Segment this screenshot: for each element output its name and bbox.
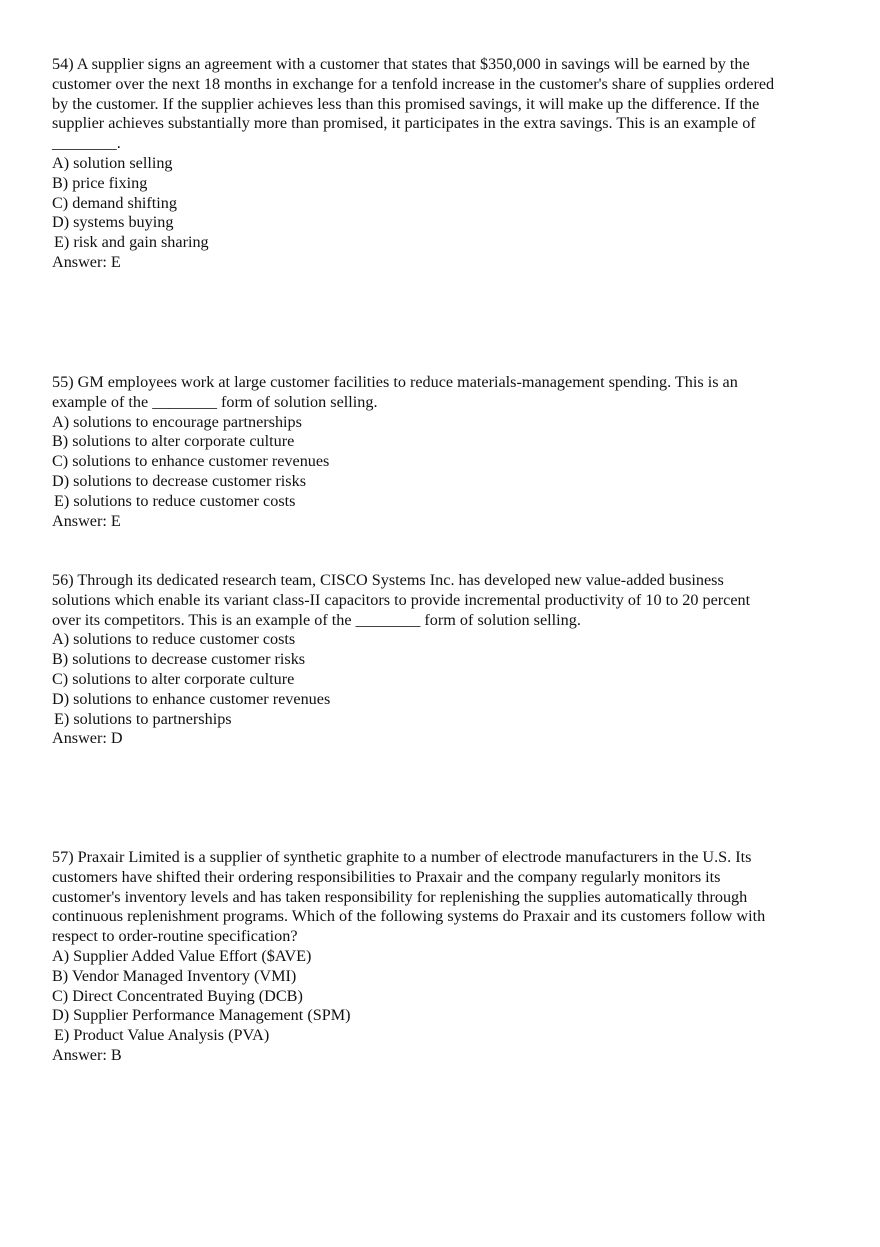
answer-option-b: B) solutions to alter corporate culture [52,432,295,451]
question-stem-line: customer over the next 18 months in exchange for a tenfold increase in the customer's share of supplies ordered [52,74,775,93]
answer-option-c: C) solutions to alter corporate culture [52,669,295,688]
answer-option-e: E) risk and gain sharing [54,233,209,252]
question-stem-line: customers have shifted their ordering responsibilities to Praxair and the company regularly monitors its [52,867,721,886]
answer-option-a: A) solutions to encourage partnerships [52,412,302,431]
question-54 [52,55,832,273]
answer-option-a: A) Supplier Added Value Effort ($AVE) [52,946,312,965]
answer-option-d: D) systems buying [52,213,174,232]
answer-option-d: D) solutions to enhance customer revenues [52,689,331,708]
answer-option-b: B) Vendor Managed Inventory (VMI) [52,966,297,985]
answer-option-e: E) Product Value Analysis (PVA) [54,1026,270,1045]
question-stem-line: by the customer. If the supplier achieves less than this promised savings, it will make up the difference. If the [52,94,760,113]
answer-option-c: C) solutions to enhance customer revenues [52,452,330,471]
question-stem-line: customer's inventory levels and has taken responsibility for replenishing the supplies automatically through [52,887,748,906]
question-stem-line: over its competitors. This is an example of the ________ form of solution selling. [52,610,581,629]
answer-option-e: E) solutions to reduce customer costs [54,491,296,510]
question-stem-line: 56) Through its dedicated research team, CISCO Systems Inc. has developed new value-added business [52,571,724,589]
question-stem-line: example of the ________ form of solution selling. [52,392,378,411]
answer-option-a: A) solution selling [52,153,173,172]
answer-option-c: C) demand shifting [52,193,177,212]
answer-option-c: C) Direct Concentrated Buying (DCB) [52,986,303,1005]
answer-option-d: D) Supplier Performance Management (SPM) [52,1006,351,1025]
answer-option-a: A) solutions to reduce customer costs [52,630,296,649]
question-stem-line: 55) GM employees work at large customer facilities to reduce materials-management spending. This is an [52,373,738,391]
question-stem-line: ________. [52,134,121,153]
question-stem-line: supplier achieves substantially more than promised, it participates in the extra savings. This is an example of [52,114,756,133]
question-stem-line: 54) A supplier signs an agreement with a customer that states that $350,000 in savings will be earned by the [52,55,750,73]
question-stem-line: solutions which enable its variant class-II capacitors to provide incremental productivity of 10 to 20 percent [52,590,751,609]
answer-option-e: E) solutions to partnerships [54,709,232,728]
question-57 [52,848,832,1066]
question-56 [52,571,832,749]
question-stem-line: respect to order-routine specification? [52,927,298,946]
answer-option-b: B) price fixing [52,173,148,192]
answer-option-d: D) solutions to decrease customer risks [52,471,306,490]
answer-key: Answer: E [52,252,121,271]
question-stem-line: continuous replenishment programs. Which of the following systems do Praxair and its customers follow with [52,907,766,926]
answer-key: Answer: B [52,1045,122,1064]
answer-key: Answer: E [52,511,121,530]
question-55 [52,373,832,531]
answer-key: Answer: D [52,729,123,748]
question-stem-line: 57) Praxair Limited is a supplier of synthetic graphite to a number of electrode manufacturers in the U.S. Its [52,848,752,866]
answer-option-b: B) solutions to decrease customer risks [52,650,306,669]
